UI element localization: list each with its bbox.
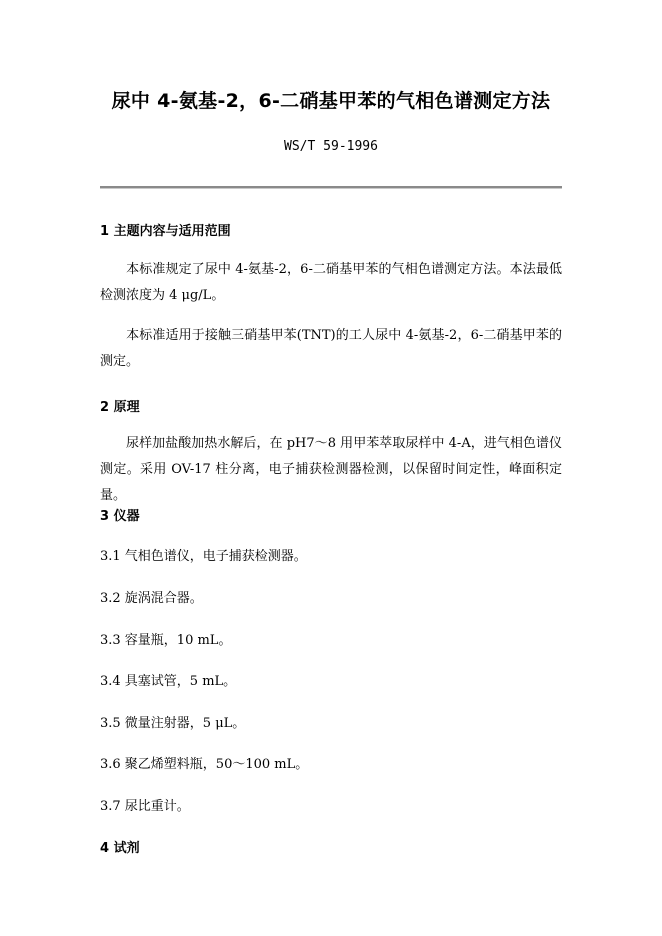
section-4-heading: 4 试剂 <box>100 841 140 856</box>
title-divider <box>100 186 562 189</box>
section-1-paragraph-2-text: 本标准适用于接触三硝基甲苯(TNT)的工人尿中 4-氨基-2，6-二硝基甲苯的测定。 <box>100 328 562 369</box>
document-title: 尿中 4-氨基-2，6-二硝基甲苯的气相色谱测定方法 <box>111 90 551 112</box>
section-2-paragraph-1-text: 尿样加盐酸加热水解后，在 pH7～8 用甲苯萃取尿样中 4-A，进气相色谱仪测定。采用 OV-17 柱分离，电子捕获检测器检测，以保留时间定性，峰面积定量。 <box>100 436 562 503</box>
list-item-3-6: 3.6 聚乙烯塑料瓶，50～100 mL。 <box>100 757 309 772</box>
list-item-3-7: 3.7 尿比重计。 <box>100 799 190 814</box>
list-item-3-4: 3.4 具塞试管，5 mL。 <box>100 674 237 689</box>
section-1-heading: 1 主题内容与适用范围 <box>100 224 231 239</box>
section-3-heading: 3 仪器 <box>100 509 140 524</box>
section-1-paragraph-1 <box>100 257 562 309</box>
section-2-paragraph-1 <box>100 431 562 509</box>
section-1-paragraph-2 <box>100 323 562 375</box>
section-1-paragraph-1-text: 本标准规定了尿中 4-氨基-2，6-二硝基甲苯的气相色谱测定方法。本法最低检测浓度为 4 μg/L。 <box>100 262 562 303</box>
list-item-3-3: 3.3 容量瓶，10 mL。 <box>100 633 232 648</box>
list-item-3-5: 3.5 微量注射器，5 μL。 <box>100 716 246 731</box>
list-item-3-2: 3.2 旋涡混合器。 <box>100 591 203 606</box>
section-2-heading: 2 原理 <box>100 400 140 415</box>
standard-code: WS/T 59-1996 <box>284 139 378 154</box>
list-item-3-1: 3.1 气相色谱仪，电子捕获检测器。 <box>100 549 307 564</box>
